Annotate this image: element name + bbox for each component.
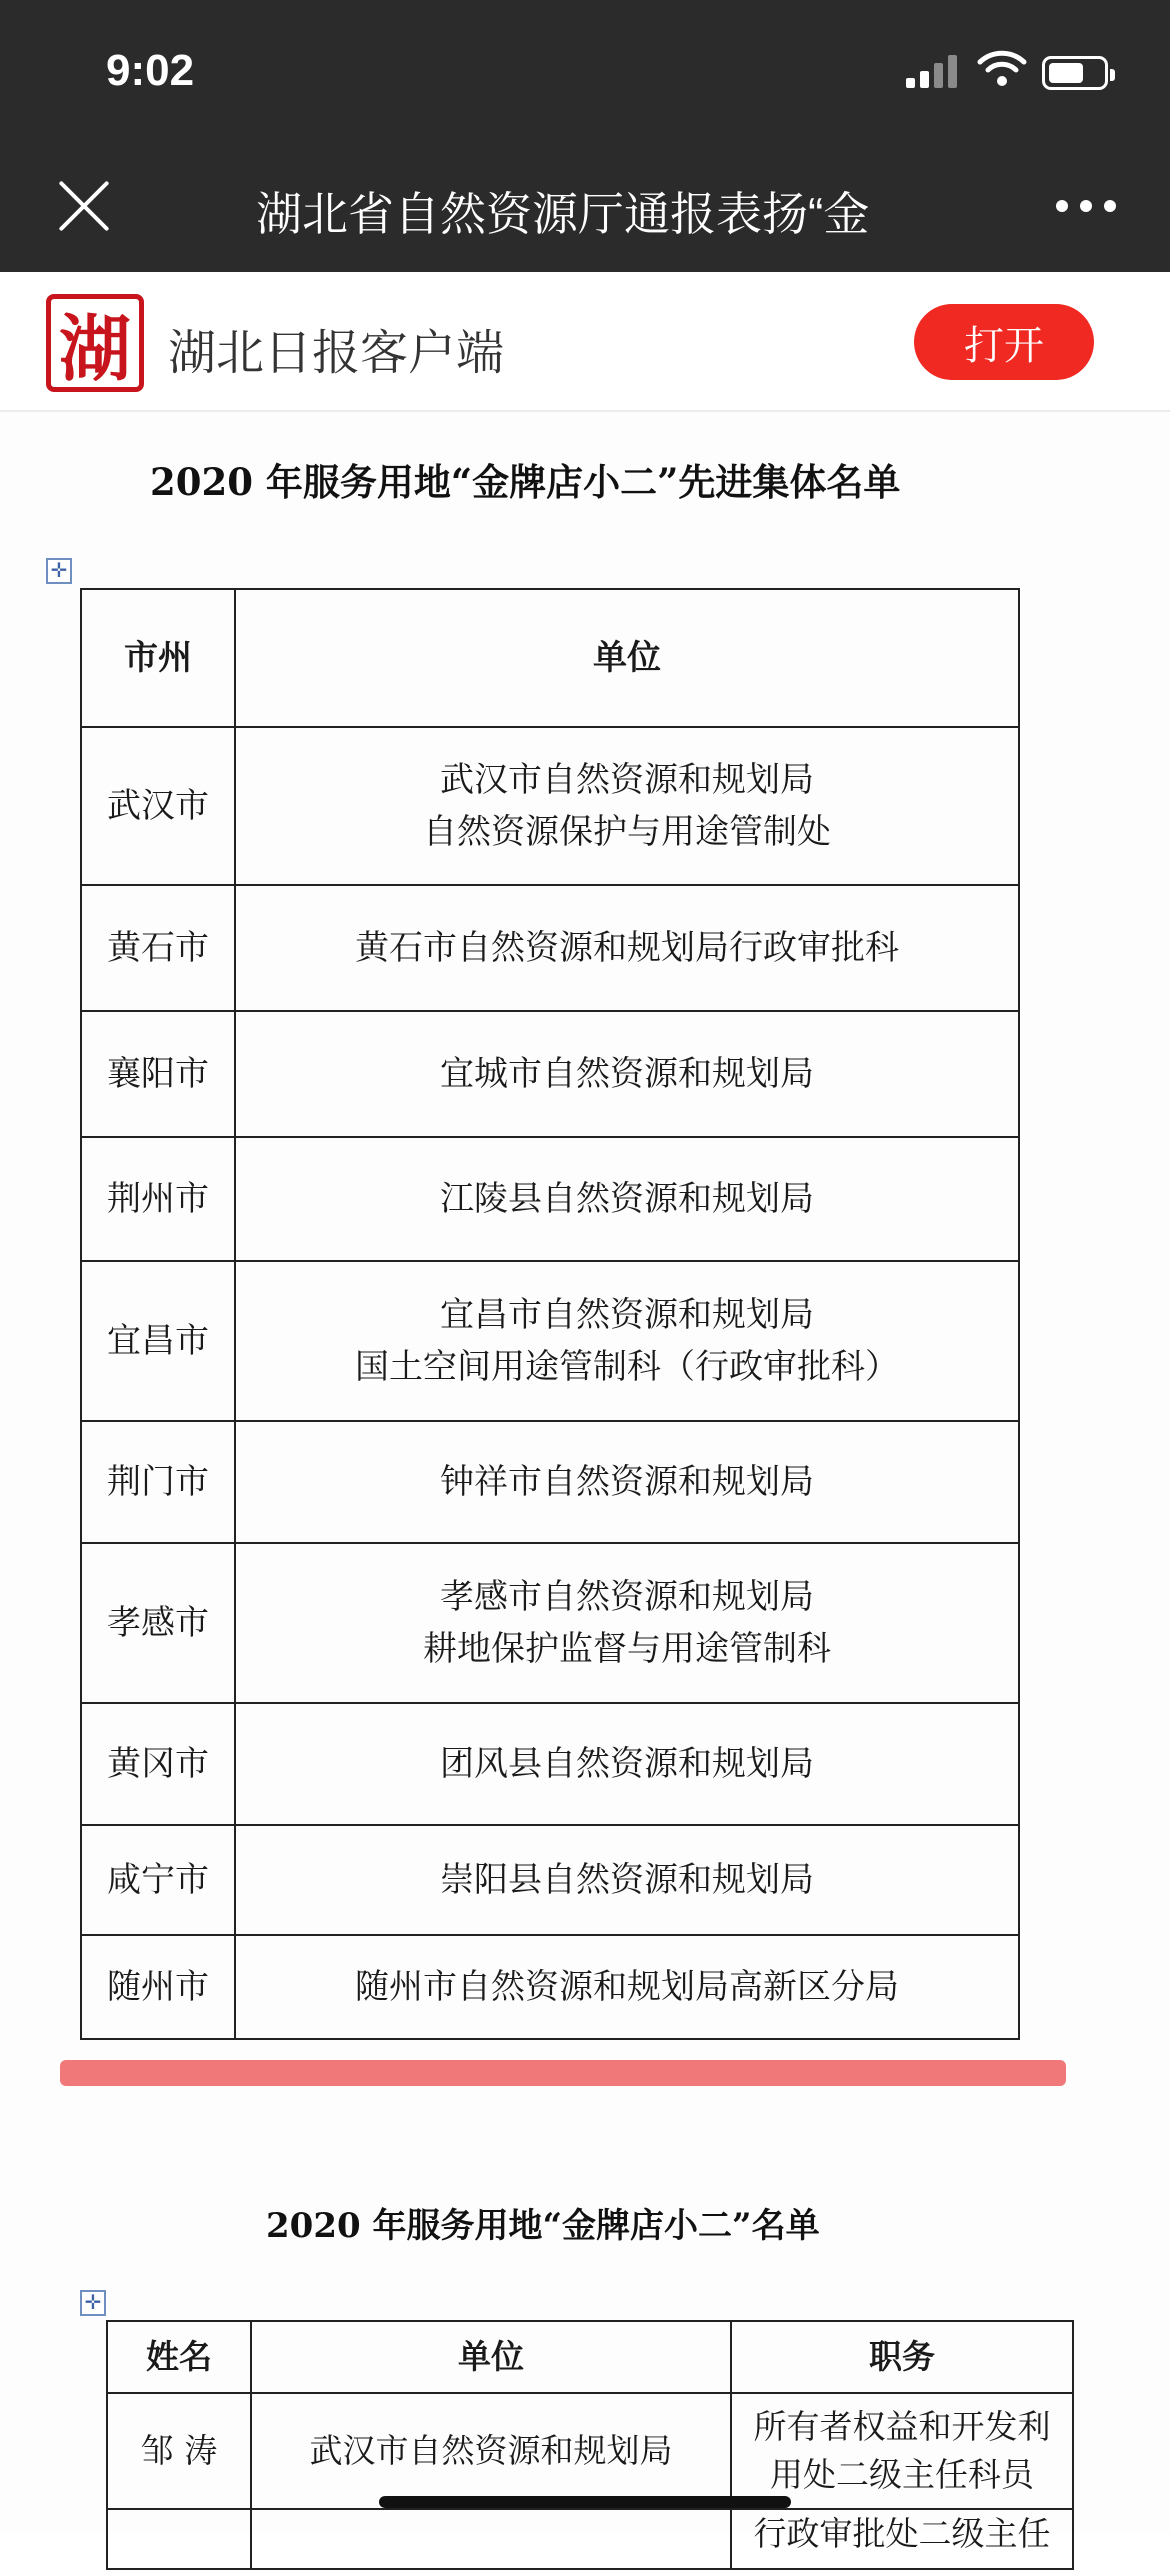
more-options-icon[interactable]: [1056, 200, 1116, 214]
city-cell: 孝感市: [81, 1543, 235, 1703]
name-cell: [107, 2509, 251, 2569]
role-cell: 行政审批处二级主任: [731, 2509, 1073, 2569]
table-row: [81, 1011, 1019, 1137]
table-header: 单位: [251, 2321, 731, 2393]
unit-cell: 黄石市自然资源和规划局行政审批科: [235, 885, 1019, 1011]
status-time: 9:02: [106, 46, 195, 95]
battery-icon: [1042, 56, 1108, 90]
city-cell: 荆州市: [81, 1137, 235, 1261]
unit-cell: 崇阳县自然资源和规划局: [235, 1825, 1019, 1935]
table-header: 单位: [235, 589, 1019, 727]
unit-cell: 钟祥市自然资源和规划局: [235, 1421, 1019, 1543]
table-row: [81, 1825, 1019, 1935]
table-header: 职务: [731, 2321, 1073, 2393]
unit-cell: 团风县自然资源和规划局: [235, 1703, 1019, 1825]
unit-cell: 宜城市自然资源和规划局: [235, 1011, 1019, 1137]
unit-cell: 宜昌市自然资源和规划局 国土空间用途管制科（行政审批科）: [235, 1261, 1019, 1421]
close-icon[interactable]: [56, 178, 112, 234]
unit-cell: 武汉市自然资源和规划局 自然资源保护与用途管制处: [235, 727, 1019, 885]
city-cell: 襄阳市: [81, 1011, 235, 1137]
app-name: 湖北日报客户端: [168, 327, 505, 380]
home-indicator[interactable]: [379, 2496, 791, 2508]
city-cell: 随州市: [81, 1935, 235, 2039]
table-header: 市州: [81, 589, 235, 727]
table-row: [81, 1137, 1019, 1261]
unit-cell: 武汉市自然资源和规划局: [251, 2393, 731, 2509]
table-row: [107, 2509, 1073, 2569]
table-row: [81, 1703, 1019, 1825]
wifi-icon: [976, 48, 1028, 88]
unit-cell: [251, 2509, 731, 2569]
table-row: [81, 727, 1019, 885]
city-cell: 咸宁市: [81, 1825, 235, 1935]
table-header: 姓名: [107, 2321, 251, 2393]
table1-title: 2020 年服务用地“金牌店小二”先进集体名单: [150, 460, 901, 504]
document-image: [0, 412, 1170, 2553]
table2-title: 2020 年服务用地“金牌店小二”名单: [266, 2206, 820, 2246]
unit-cell: 孝感市自然资源和规划局 耕地保护监督与用途管制科: [235, 1543, 1019, 1703]
app-logo: 湖: [46, 294, 144, 392]
individual-list-table: [106, 2320, 1074, 2570]
table-row: [107, 2393, 1073, 2509]
city-cell: 武汉市: [81, 727, 235, 885]
table-row: [81, 1421, 1019, 1543]
city-cell: 黄冈市: [81, 1703, 235, 1825]
table-row: [81, 1543, 1019, 1703]
open-app-button[interactable]: 打开: [914, 304, 1094, 380]
status-nav-bar: [0, 0, 1170, 272]
city-cell: 荆门市: [81, 1421, 235, 1543]
cellular-signal-icon: [906, 54, 958, 88]
table-move-handle-icon: ✛: [46, 558, 72, 584]
table-row: [81, 1261, 1019, 1421]
role-cell: 所有者权益和开发利 用处二级主任科员: [731, 2393, 1073, 2509]
city-cell: 黄石市: [81, 885, 235, 1011]
unit-cell: 随州市自然资源和规划局高新区分局: [235, 1935, 1019, 2039]
name-cell: 邹 涛: [107, 2393, 251, 2509]
app-banner: [0, 272, 1170, 412]
table-row: [81, 885, 1019, 1011]
collective-list-table: [80, 588, 1020, 2040]
table-move-handle-icon: ✛: [80, 2290, 106, 2316]
unit-cell: 江陵县自然资源和规划局: [235, 1137, 1019, 1261]
page-title: 湖北省自然资源厅通报表扬“金: [256, 188, 870, 240]
red-highlight-stroke: [60, 2060, 1066, 2086]
table-row: [81, 1935, 1019, 2039]
city-cell: 宜昌市: [81, 1261, 235, 1421]
